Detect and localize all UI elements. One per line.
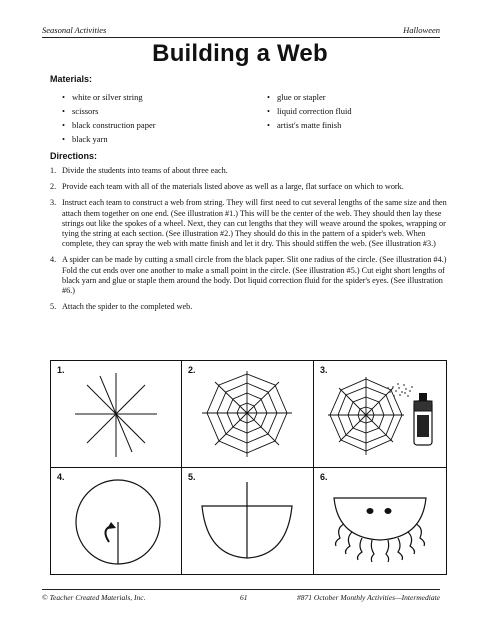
direction-text: Instruct each team to construct a web from string. They will first need to cut several lengths of the same size and then attach them together on one end. (See illustration #1.) This will be the center of the web. They should then lay these strings out like the spokes of a wheel. Next, they can cut lengths that they will weave around the spokes, wrapping or tying the string at each section. (See illustration #2.) They should do this in the pattern of a spider's web. When complete, they can spray the web with matte finish and let it dry. This should stiffen the web. (See illustration #3.) xyxy=(62,198,447,249)
folded-body-drawing xyxy=(182,468,312,574)
material-item: • liquid correction fluid xyxy=(265,104,352,118)
page-header xyxy=(42,23,440,38)
direction-number: 2. xyxy=(50,182,57,192)
illustration-1 xyxy=(51,361,181,467)
material-item: • white or silver string xyxy=(60,90,156,104)
illustration-number: 4. xyxy=(57,472,65,482)
illustration-number: 2. xyxy=(188,365,196,375)
material-item: • artist's matte finish xyxy=(265,118,352,132)
materials-list-left xyxy=(60,90,156,146)
direction-item xyxy=(50,198,448,249)
directions-list xyxy=(50,166,448,318)
illustration-number: 6. xyxy=(320,472,328,482)
direction-number: 3. xyxy=(50,198,57,208)
footer-copyright: © Teacher Created Materials, Inc. xyxy=(42,593,146,602)
spray-can-icon xyxy=(414,393,432,445)
page-number: 61 xyxy=(240,593,248,602)
material-item: • glue or stapler xyxy=(265,90,352,104)
direction-text: Provide each team with all of the materials listed above as well as a large, flat surface on which to work. xyxy=(62,182,404,192)
directions-heading: Directions: xyxy=(50,151,98,161)
illustration-grid xyxy=(50,360,447,575)
direction-number: 5. xyxy=(50,302,57,312)
paper-circle-drawing xyxy=(51,468,181,574)
direction-item xyxy=(50,302,448,312)
header-section: Seasonal Activities xyxy=(42,25,107,35)
arrow-icon xyxy=(107,522,116,529)
materials-list-right xyxy=(265,90,352,132)
spray-web-drawing xyxy=(314,361,446,467)
spider-eyes xyxy=(367,508,392,514)
direction-text: A spider can be made by cutting a small circle from the black paper. Slit one radius of the circle. (See illustration #4.) Fold the cut ends over one another to make a small point in the circle. (See illustration #5.) Cut eight short lengths of black yarn and glue or staple them around the body. Dot liquid correction fluid for the spider's eyes. (See illustration #6.) xyxy=(62,255,447,296)
page-footer xyxy=(42,589,440,604)
direction-text: Attach the spider to the completed web. xyxy=(62,302,193,312)
material-item: • scissors xyxy=(60,104,156,118)
direction-number: 4. xyxy=(50,255,57,265)
material-item: • black yarn xyxy=(60,132,156,146)
illustration-number: 3. xyxy=(320,365,328,375)
illustration-3 xyxy=(314,361,444,467)
illustration-number: 1. xyxy=(57,365,65,375)
direction-item xyxy=(50,255,448,296)
direction-item xyxy=(50,182,448,192)
illustration-5 xyxy=(182,468,312,574)
material-item: • black construction paper xyxy=(60,118,156,132)
illustration-number: 5. xyxy=(188,472,196,482)
direction-text: Divide the students into teams of about three each. xyxy=(62,166,228,175)
direction-item xyxy=(50,166,448,176)
spokes-drawing xyxy=(51,361,181,467)
materials-heading: Materials: xyxy=(50,74,93,84)
header-topic: Halloween xyxy=(403,25,440,35)
illustration-6 xyxy=(314,468,444,574)
footer-book-title: #871 October Monthly Activities—Intermediate xyxy=(297,593,440,602)
spider-drawing xyxy=(314,468,446,574)
page-title: Building a Web xyxy=(152,40,328,67)
direction-number: 1. xyxy=(50,166,57,175)
illustration-4 xyxy=(51,468,181,574)
web-drawing xyxy=(182,361,312,467)
illustration-2 xyxy=(182,361,312,467)
